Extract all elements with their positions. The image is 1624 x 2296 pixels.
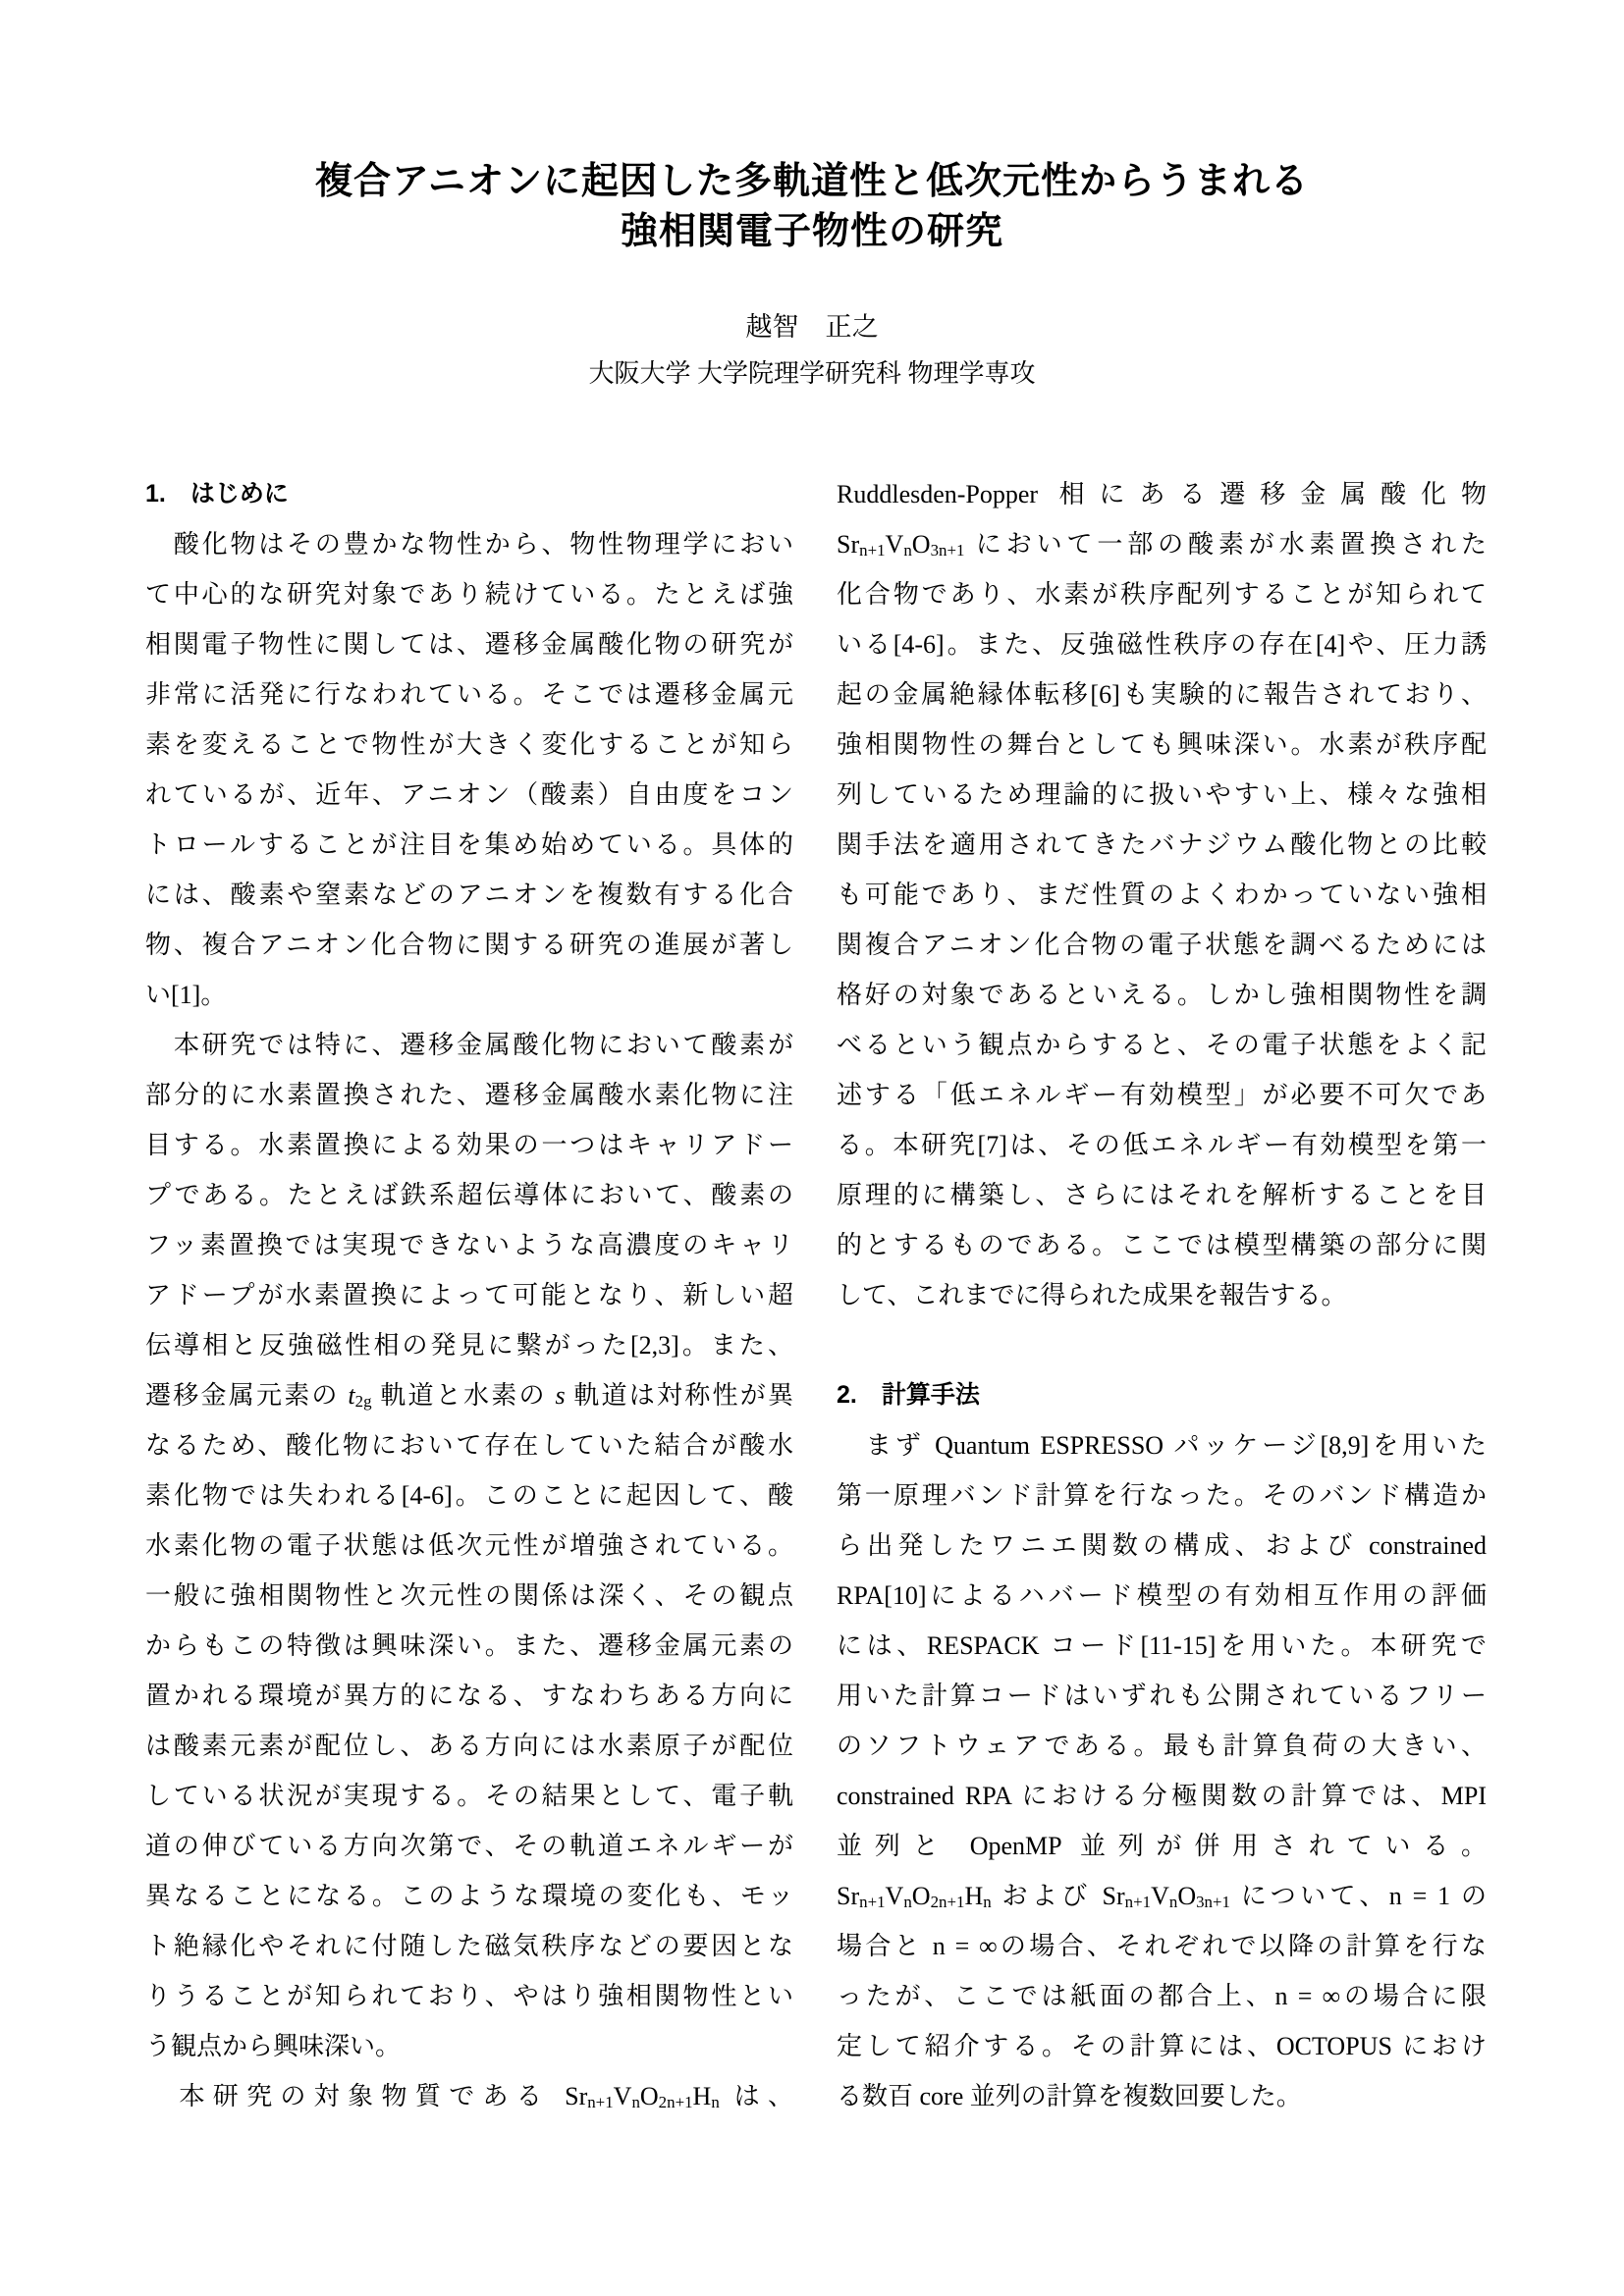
text-line: 部分的に水素置換された、遷移金属酸水素化物に注 — [145, 1081, 793, 1109]
subscript-text: n — [903, 541, 912, 561]
paper-title-line1: 複合アニオンに起因した多軌道性と低次元性からうまれる — [314, 161, 1310, 202]
text-line: アドープが水素置換によって可能となり、新しい超 — [145, 1281, 793, 1309]
text-line: 物、複合アニオン化合物に関する研究の進展が著し — [145, 931, 793, 959]
text-line: べるという観点からすると、その電子状態をよく記 — [837, 1031, 1487, 1059]
text-line: 伝導相と反強磁性相の発見に繋がった[2,3]。また、 — [145, 1331, 793, 1360]
text-line: る。本研究[7]は、その低エネルギー有効模型を第一 — [837, 1131, 1487, 1159]
subscript-text: 3n+1 — [1196, 1893, 1230, 1912]
text-line: 水素化物の電子状態は低次元性が増強されている。 — [145, 1531, 793, 1560]
text-line: 道の伸びている方向次第で、その軌道エネルギーが — [145, 1832, 793, 1860]
text-line: 的とするものである。ここでは模型構築の部分に関 — [837, 1231, 1487, 1259]
text-line: 関複合アニオン化合物の電子状態を調べるためには — [837, 931, 1487, 959]
text-line: には、RESPACK コード[11-15]を用いた。本研究で — [837, 1631, 1487, 1660]
text-line: は酸素元素が配位し、ある方向には水素原子が配位 — [145, 1732, 793, 1760]
subscript-text: n+1 — [859, 541, 886, 561]
text-line: 述する「低エネルギー有効模型」が必要不可欠であ — [837, 1081, 1487, 1109]
text-line: ら出発したワニエ関数の構成、および constrained — [837, 1531, 1487, 1560]
subscript-text: n+1 — [859, 1893, 886, 1912]
text-line: る数百 core 並列の計算を複数回要した。 — [837, 2082, 1302, 2110]
text-line: プである。たとえば鉄系超伝導体において、酸素の — [145, 1181, 793, 1209]
text-line: 化合物であり、水素が秩序配列することが知られて — [837, 580, 1487, 609]
text-line: ったが、ここでは紙面の都合上、n = ∞の場合に限 — [837, 1982, 1487, 2010]
text-line: 素を変えることで物性が大きく変化することが知ら — [145, 730, 793, 759]
text-line: まず Quantum ESPRESSO パッケージ[8,9]を用いた — [837, 1431, 1487, 1460]
text-line: 格好の対象であるといえる。しかし強相関物性を調 — [837, 981, 1487, 1009]
text-line: 遷移金属元素の t2g 軌道と水素の s 軌道は対称性が異 — [145, 1381, 793, 1412]
text-line: れているが、近年、アニオン（酸素）自由度をコン — [145, 780, 793, 809]
subscript-text: 2n+1 — [930, 1893, 965, 1912]
subscript-text: n — [983, 1893, 992, 1912]
italic-symbol: t — [348, 1381, 355, 1410]
text-line: には、酸素や窒素などのアニオンを複数有する化合 — [145, 881, 793, 909]
text-line: りうることが知られており、やはり強相関物性とい — [145, 1982, 793, 2010]
author-name: 越智 正之 — [745, 312, 879, 342]
text-line: う観点から興味深い。 — [145, 2032, 402, 2060]
text-line: 目する。水素置換による効果の一つはキャリアドー — [145, 1131, 793, 1159]
text-line: RPA[10]によるハバード模型の有効相互作用の評価 — [837, 1581, 1487, 1610]
text-line: 原理的に構築し、さらにはそれを解析することを目 — [837, 1181, 1487, 1209]
text-line: ト絶縁化やそれに付随した磁気秩序などの要因とな — [145, 1932, 793, 1960]
text-line: Srn+1VnO2n+1Hn および Srn+1VnO3n+1 について、n = 1 の — [837, 1882, 1487, 1912]
section-heading: 2. 計算手法 — [837, 1381, 980, 1409]
text-line: Srn+1VnO3n+1 において一部の酸素が水素置換された — [837, 530, 1487, 561]
subscript-text: n+1 — [1124, 1893, 1152, 1912]
text-line: 異なることになる。このような環境の変化も、モッ — [145, 1882, 793, 1910]
author-affiliation: 大阪大学 大学院理学研究科 物理学専攻 — [588, 359, 1036, 388]
text-line: も可能であり、まだ性質のよくわかっていない強相 — [837, 881, 1487, 909]
text-line: からもこの特徴は興味深い。また、遷移金属元素の — [145, 1631, 793, 1660]
text-line: いる[4-6]。また、反強磁性秩序の存在[4]や、圧力誘 — [837, 630, 1487, 659]
column-right — [837, 469, 1487, 2121]
text-line: 酸化物はその豊かな物性から、物性物理学におい — [145, 530, 793, 559]
paper-title-line2: 強相関電子物性の研究 — [620, 211, 1003, 252]
paper-title — [0, 157, 1624, 257]
text-line: 非常に活発に行なわれている。そこでは遷移金属元 — [145, 680, 793, 709]
text-line: て中心的な研究対象であり続けている。たとえば強 — [145, 580, 793, 609]
text-line: 置かれる環境が異方的になる、すなわちある方向に — [145, 1682, 793, 1710]
text-line: 並列と OpenMP 並列が併用されている。 — [837, 1832, 1487, 1860]
text-line: フッ素置換では実現できないような高濃度のキャリ — [145, 1231, 793, 1259]
text-line: 場合と n = ∞の場合、それぞれで以降の計算を行な — [837, 1932, 1487, 1960]
blank-line — [837, 1320, 1487, 1370]
text-line: 本研究では特に、遷移金属酸化物において酸素が — [145, 1031, 793, 1059]
text-line: 用いた計算コードはいずれも公開されているフリー — [837, 1682, 1487, 1710]
text-line: constrained RPA における分極関数の計算では、MPI — [837, 1782, 1487, 1810]
subscript-text: 2g — [354, 1392, 372, 1412]
subscript-text: n — [1168, 1893, 1178, 1912]
text-line: なるため、酸化物において存在していた結合が酸水 — [145, 1431, 793, 1460]
text-line: 第一原理バンド計算を行なった。そのバンド構造か — [837, 1481, 1487, 1510]
subscript-text: n+1 — [587, 2093, 614, 2112]
subscript-text: n — [631, 2093, 640, 2112]
text-line: い[1]。 — [145, 981, 227, 1009]
text-line: 一般に強相関物性と次元性の関係は深く、その観点 — [145, 1581, 793, 1610]
column-left — [145, 469, 793, 2121]
subscript-text: 2n+1 — [658, 2093, 693, 2112]
italic-symbol: s — [555, 1381, 566, 1410]
subscript-text: 3n+1 — [930, 541, 965, 561]
text-line: のソフトウェアである。最も計算負荷の大きい、 — [837, 1732, 1487, 1760]
text-line: 相関電子物性に関しては、遷移金属酸化物の研究が — [145, 630, 793, 659]
section-heading: 1. はじめに — [145, 480, 289, 507]
text-line: 本研究の対象物質である Srn+1VnO2n+1Hn は、 — [145, 2082, 793, 2112]
subscript-text: n — [711, 2093, 720, 2112]
text-line: Ruddlesden-Popper 相にある遷移金属酸化物 — [837, 480, 1487, 508]
text-line: 強相関物性の舞台としても興味深い。水素が秩序配 — [837, 730, 1487, 759]
text-line: 関手法を適用されてきたバナジウム酸化物との比較 — [837, 830, 1487, 859]
text-line: トロールすることが注目を集め始めている。具体的 — [145, 830, 793, 859]
subscript-text: n — [903, 1893, 912, 1912]
text-line: 起の金属絶縁体転移[6]も実験的に報告されており、 — [837, 680, 1487, 709]
text-line: している状況が実現する。その結果として、電子軌 — [145, 1782, 793, 1810]
text-line: 素化物では失われる[4-6]。このことに起因して、酸 — [145, 1481, 793, 1510]
text-line: 定して紹介する。その計算には、OCTOPUS におけ — [837, 2032, 1487, 2060]
text-line: 列しているため理論的に扱いやすい上、様々な強相 — [837, 780, 1487, 809]
text-line: して、これまでに得られた成果を報告する。 — [837, 1281, 1347, 1309]
